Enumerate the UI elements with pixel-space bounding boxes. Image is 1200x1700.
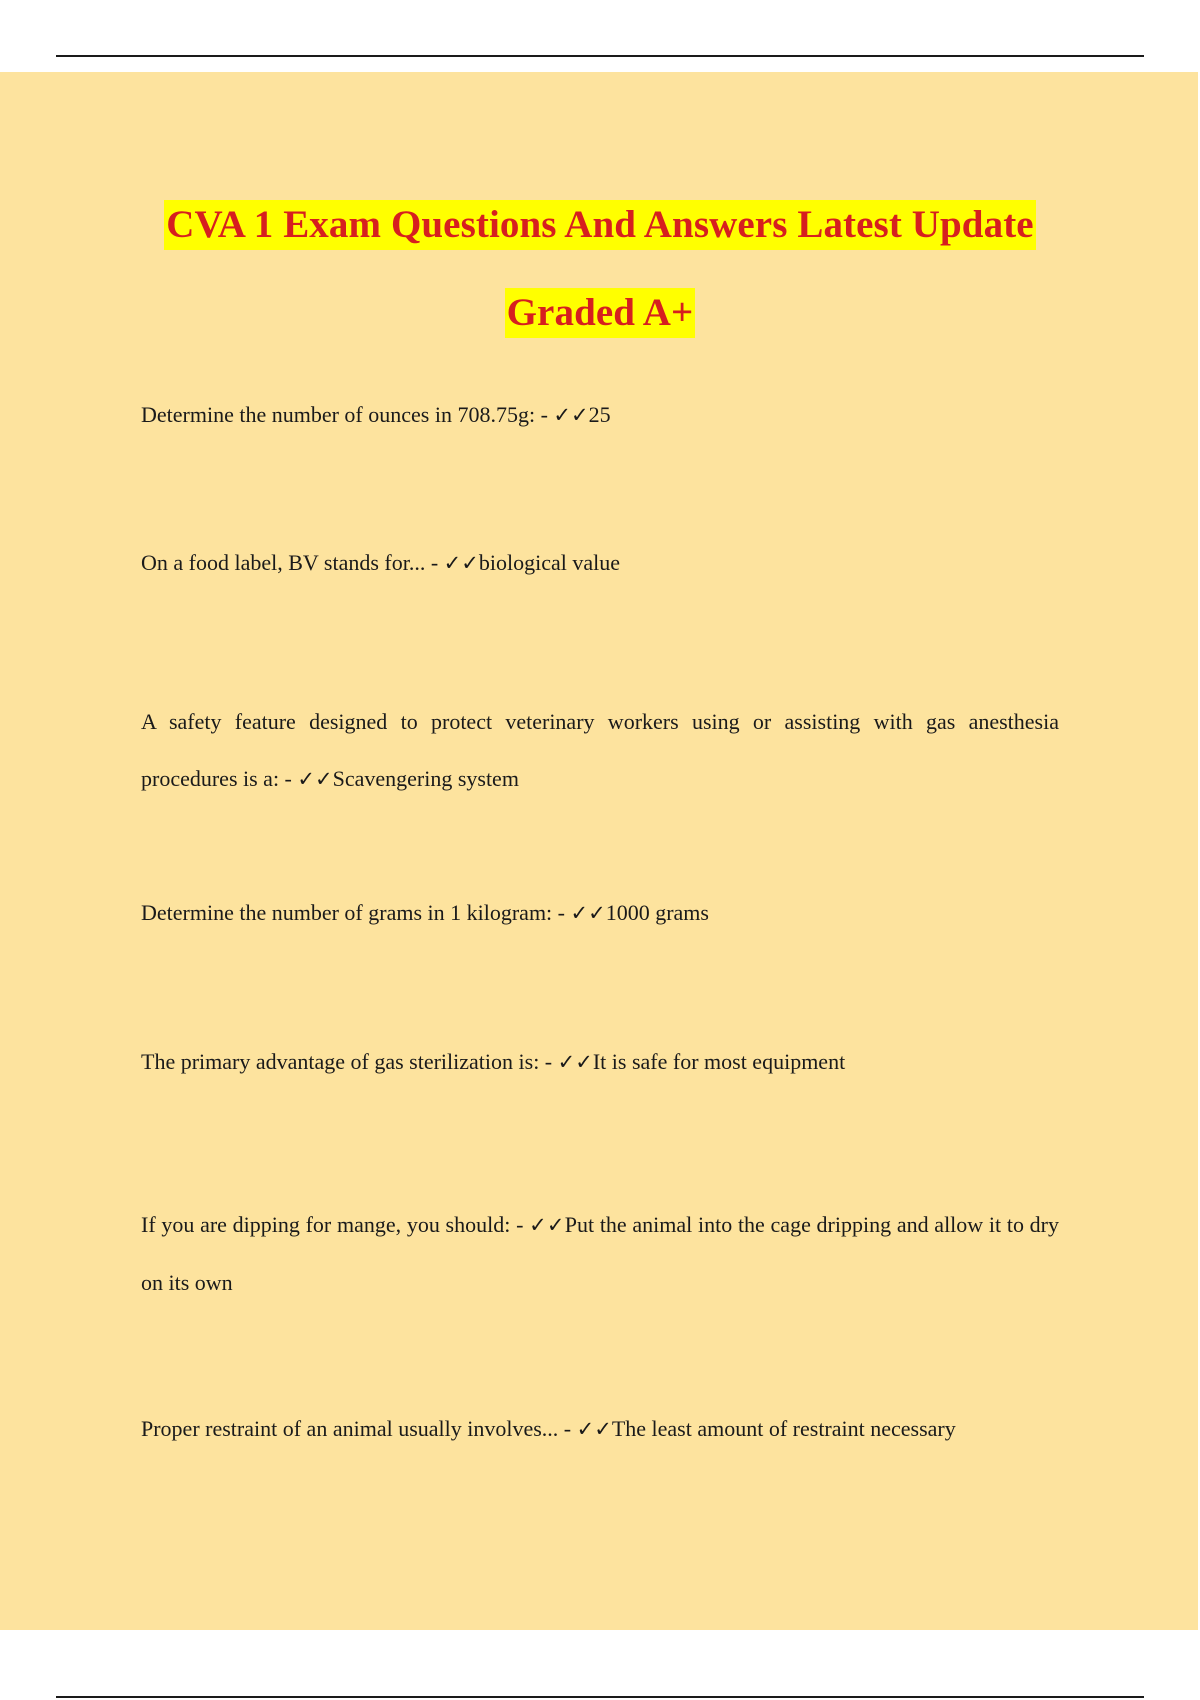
check-icon: ✓✓ [570,901,606,925]
qa-item-7 [141,1400,1059,1458]
check-icon: ✓✓ [557,1050,593,1074]
answer-text: 1000 grams [605,900,709,925]
header-rule [56,55,1144,57]
question-text: Proper restraint of an animal usually involves... - [141,1416,577,1441]
footer-rule [56,1696,1144,1698]
question-text: A safety feature designed to protect veterinary workers using or assisting with gas anesthesia procedures is a: - [141,709,1059,791]
question-text: If you are dipping for mange, you should: - [141,1212,530,1237]
answer-text: Put the animal into the cage dripping and allow it to dry on its own [141,1212,1059,1295]
answer-text: Scavengering system [332,766,519,791]
question-text: On a food label, BV stands for... - [141,550,444,575]
answer-text: biological value [478,550,620,575]
qa-item-5 [141,1033,1059,1091]
title-line-1: CVA 1 Exam Questions And Answers Latest Update [164,200,1035,250]
qa-item-3 [141,693,1059,808]
qa-item-1 [141,386,1059,444]
question-text: Determine the number of grams in 1 kilogram: - [141,900,571,925]
question-text: Determine the number of ounces in 708.75g: - [141,402,554,427]
qa-item-2 [141,534,1059,592]
qa-item-6 [141,1196,1059,1311]
check-icon: ✓✓ [529,1213,565,1237]
check-icon: ✓✓ [443,551,479,575]
title-line-2: Graded A+ [505,288,696,338]
check-icon: ✓✓ [576,1417,612,1441]
answer-text: It is safe for most equipment [592,1049,846,1074]
question-text: The primary advantage of gas sterilization is: - [141,1049,558,1074]
qa-item-4 [141,884,1059,942]
answer-text: The least amount of restraint necessary [611,1416,956,1441]
answer-text: 25 [588,402,611,427]
document-title [0,200,1200,338]
check-icon: ✓✓ [553,403,589,427]
check-icon: ✓✓ [297,767,333,791]
